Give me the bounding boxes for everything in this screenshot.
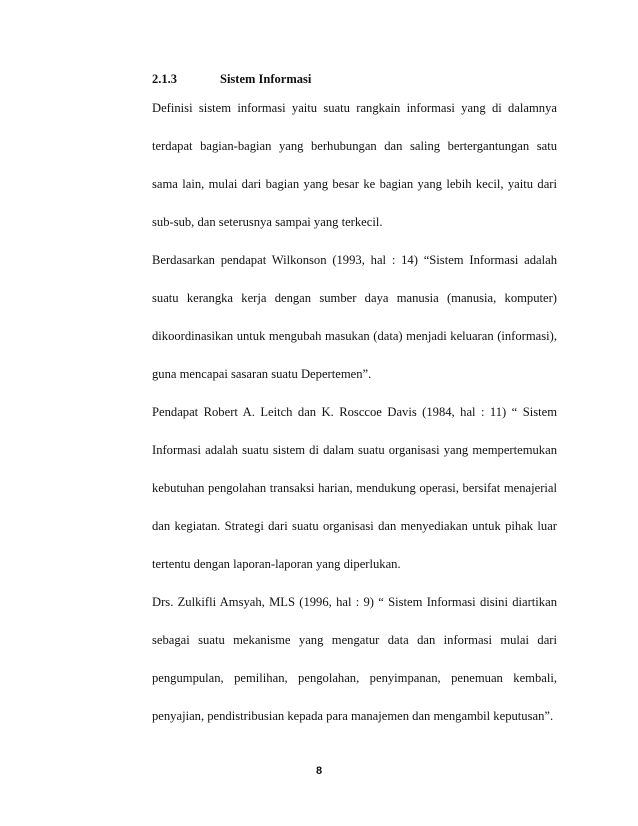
text-line: sama lain, mulai dari bagian yang besar ke bagian yang lebih kecil, yaitu dari	[152, 177, 557, 191]
text-line: sebagai suatu mekanisme yang mengatur data dan informasi mulai dari	[152, 633, 557, 647]
text-line: Pendapat Robert A. Leitch dan K. Rosccoe Davis (1984, hal : 11) “ Sistem	[152, 405, 557, 419]
section-heading	[152, 70, 311, 88]
text-line: penyajian, pendistribusian kepada para manajemen dan mengambil keputusan”.	[152, 709, 554, 723]
text-line: Berdasarkan pendapat Wilkonson (1993, hal : 14) “Sistem Informasi adalah	[152, 253, 557, 267]
text-line: pengumpulan, pemilihan, pengolahan, penyimpanan, penemuan kembali,	[152, 671, 557, 685]
text-line: Definisi sistem informasi yaitu suatu rangkain informasi yang di dalamnya	[152, 101, 557, 115]
text-line: guna mencapai sasaran suatu Depertemen”.	[152, 367, 372, 381]
section-number: 2.1.3	[152, 72, 177, 86]
text-line: dan kegiatan. Strategi dari suatu organisasi dan menyediakan untuk pihak luar	[152, 519, 557, 533]
text-line: Drs. Zulkifli Amsyah, MLS (1996, hal : 9) “ Sistem Informasi disini diartikan	[152, 595, 557, 609]
text-line: terdapat bagian-bagian yang berhubungan dan saling bertergantungan satu	[152, 139, 557, 153]
text-line: dikoordinasikan untuk mengubah masukan (data) menjadi keluaran (informasi),	[152, 329, 557, 343]
page-number: 8	[315, 765, 323, 777]
text-line: tertentu dengan laporan-laporan yang diperlukan.	[152, 557, 401, 571]
text-line: Informasi adalah suatu sistem di dalam suatu organisasi yang mempertemukan	[152, 443, 557, 457]
text-line: sub-sub, dan seterusnya sampai yang terkecil.	[152, 215, 383, 229]
text-line: kebutuhan pengolahan transaksi harian, mendukung operasi, bersifat menajerial	[152, 481, 557, 495]
section-title: Sistem Informasi	[220, 72, 312, 86]
body-text	[152, 96, 557, 742]
text-line: suatu kerangka kerja dengan sumber daya manusia (manusia, komputer)	[152, 291, 557, 305]
